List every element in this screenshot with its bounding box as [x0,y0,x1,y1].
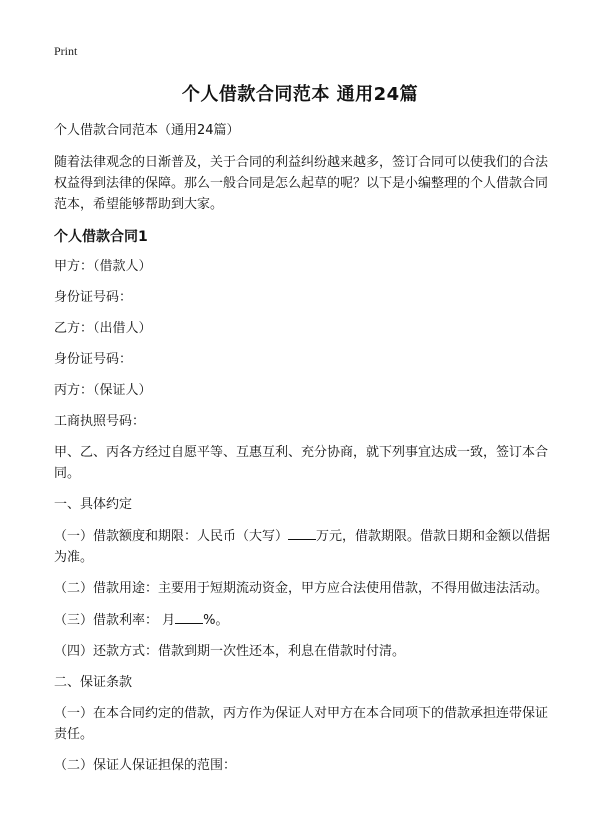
clause-1-2-paragraph: （二）借款用途：主要用于短期流动资金，甲方应合法使用借款，不得用做违法活动。 [54,581,549,596]
party-b-line: 乙方：（出借人） [54,321,152,336]
intro-paragraph: 随着法律观念的日渐普及，关于合同的利益纠纷越来越多，签订合同可以使我们的合法权益得到法律的保障。那么一般合同是怎么起草的呢？以下是小编整理的个人借款合同范本，希望能够帮助到大家。 [54,155,549,212]
clause-1-3-paragraph [54,609,554,631]
agreement-paragraph: 甲、乙、丙各方经过自愿平等、互惠互利、充分协商，就下列事宜达成一致，签订本合同。 [54,445,549,481]
clause-1-heading: 一、具体约定 [54,497,133,512]
amount-blank [288,525,316,540]
rate-blank [175,609,203,624]
id-number-a-line: 身份证号码： [54,290,133,305]
section-heading: 个人借款合同1 [54,229,148,245]
clause-2-1-paragraph: （一）在本合同约定的借款，丙方作为保证人对甲方在本合同项下的借款承担连带保证责任。 [54,706,549,742]
clause-2-2-paragraph: （二）保证人保证担保的范围： [54,758,237,773]
clause-1-1-paragraph [54,525,554,568]
business-license-line: 工商执照号码： [54,414,146,429]
document-body [54,120,554,786]
party-c-line: 丙方：（保证人） [54,383,152,398]
clause-1-4-paragraph: （四）还款方式：借款到期一次性还本，利息在借款时付清。 [54,644,406,659]
clause-1-3-text-start: （三）借款利率： 月 [54,613,176,628]
clause-1-1-text-end: 万元，借款期限。借款日期和金额以借据为准。 [54,529,551,565]
party-a-line: 甲方：（借款人） [54,259,152,274]
clause-2-heading: 二、保证条款 [54,675,133,690]
id-number-b-line: 身份证号码： [54,352,133,367]
clause-1-3-text-end: %。 [203,613,229,628]
document-subtitle: 个人借款合同范本（通用24篇） [54,123,240,138]
clause-1-1-text-start: （一）借款额度和期限：人民币（大写） [54,529,289,544]
print-link[interactable]: Print [54,44,78,58]
document-title: 个人借款合同范本 通用24篇 [181,84,419,105]
